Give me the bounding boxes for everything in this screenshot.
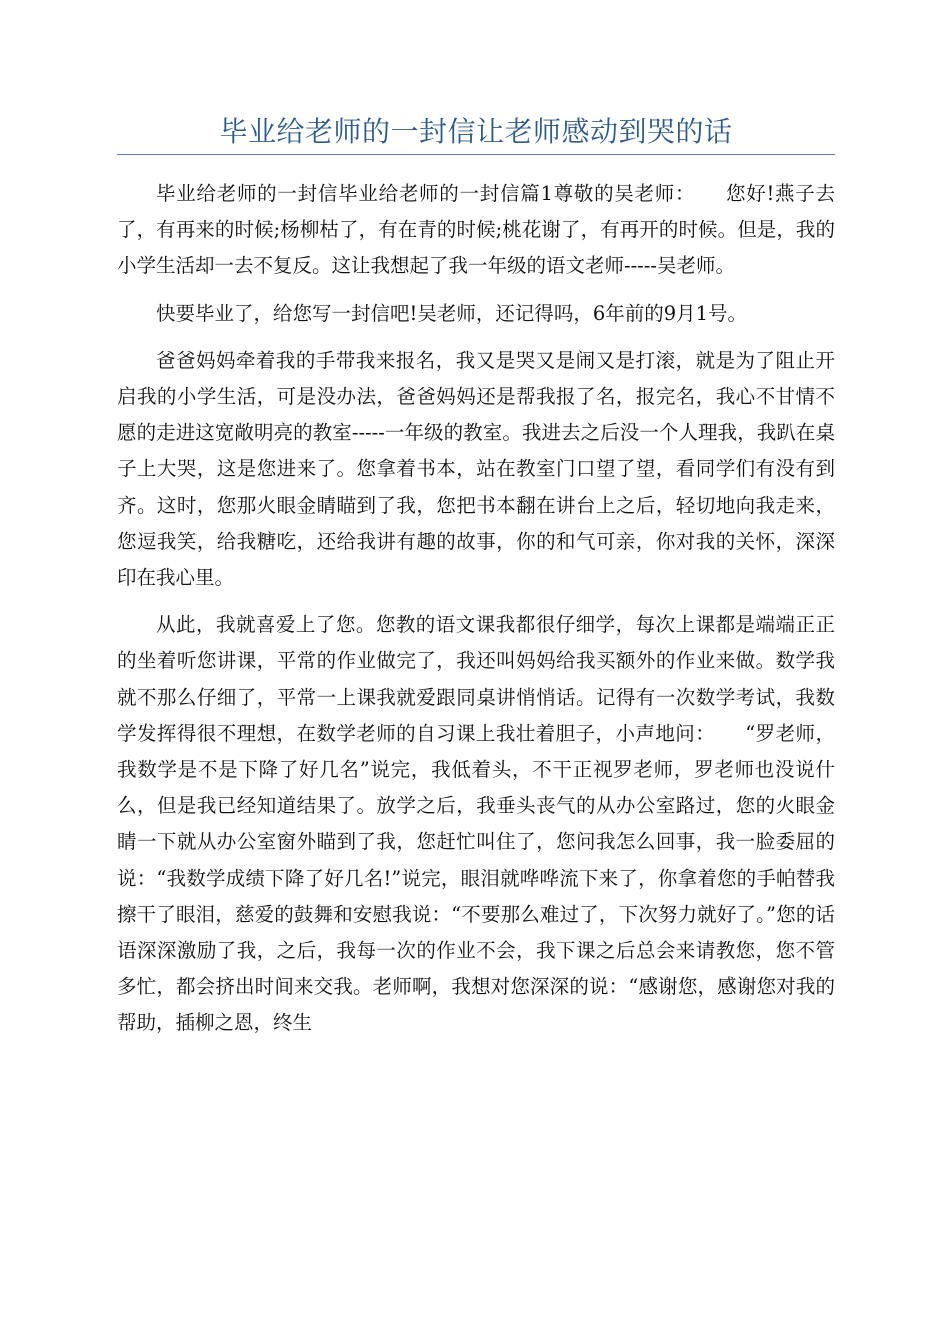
title-underline bbox=[117, 154, 835, 155]
document-title: 毕业给老师的一封信让老师感动到哭的话 bbox=[219, 115, 733, 148]
paragraph-2: 快要毕业了，给您写一封信吧!吴老师，还记得吗，6年前的9月1号。 bbox=[156, 301, 748, 325]
paragraph-4: 从此，我就喜爱上了您。您教的语文课我都很仔细学，每次上课都是端端正正的坐着听您讲课，平常的作业做完了，我还叫妈妈给我买额外的作业来做。数学我就不那么仔细了，平常一上课我就爱跟同桌讲悄悄话。记得有一次数学考试，我数学发挥得很不理想，在数学老师的自习课上我壮着胆子，小声地问： “罗老师，我数学是不是下降了好几名”说完，我低着头，不干正视罗老师，罗老师也没说什么，但是我已经知道结果了。放学之后，我垂头丧气的从办公室路过，您的火眼金睛一下就从办公室窗外瞄到了我，您赶忙叫住了，您问我怎么回事，我一脸委屈的说：“我数学成绩下降了好几名!”说完，眼泪就哗哗流下来了，你拿着您的手帕替我擦干了眼泪，慈爱的鼓舞和安慰我说：“不要那么难过了，下次努力就好了。”您的话语深深激励了我，之后，我每一次的作业不会，我下课之后总会来请教您，您不管多忙，都会挤出时间来交我。老师啊，我想对您深深的说：“感谢您，感谢您对我的帮助，插柳之恩，终生 bbox=[117, 613, 835, 1035]
paragraph-1: 毕业给老师的一封信毕业给老师的一封信篇1尊敬的吴老师： 您好!燕子去了，有再来的时候;杨柳枯了，有在青的时候;桃花谢了，有再开的时候。但是，我的小学生活却一去不复反。这让我想起了我一年级的语文老师-----吴老师。 bbox=[117, 182, 835, 278]
document-body bbox=[117, 176, 835, 1053]
paragraph-3: 爸爸妈妈牵着我的手带我来报名，我又是哭又是闹又是打滚，就是为了阻止开启我的小学生活，可是没办法，爸爸妈妈还是帮我报了名，报完名，我心不甘情不愿的走进这宽敞明亮的教室-----一年级的教室。我进去之后没一个人理我，我趴在桌子上大哭，这是您进来了。您拿着书本，站在教室门口望了望，看同学们有没有到齐。这时，您那火眼金睛瞄到了我，您把书本翻在讲台上之后，轻切地向我走来，您逗我笑，给我糖吃，还给我讲有趣的故事，你的和气可亲，你对我的关怀，深深印在我心里。 bbox=[117, 348, 835, 590]
